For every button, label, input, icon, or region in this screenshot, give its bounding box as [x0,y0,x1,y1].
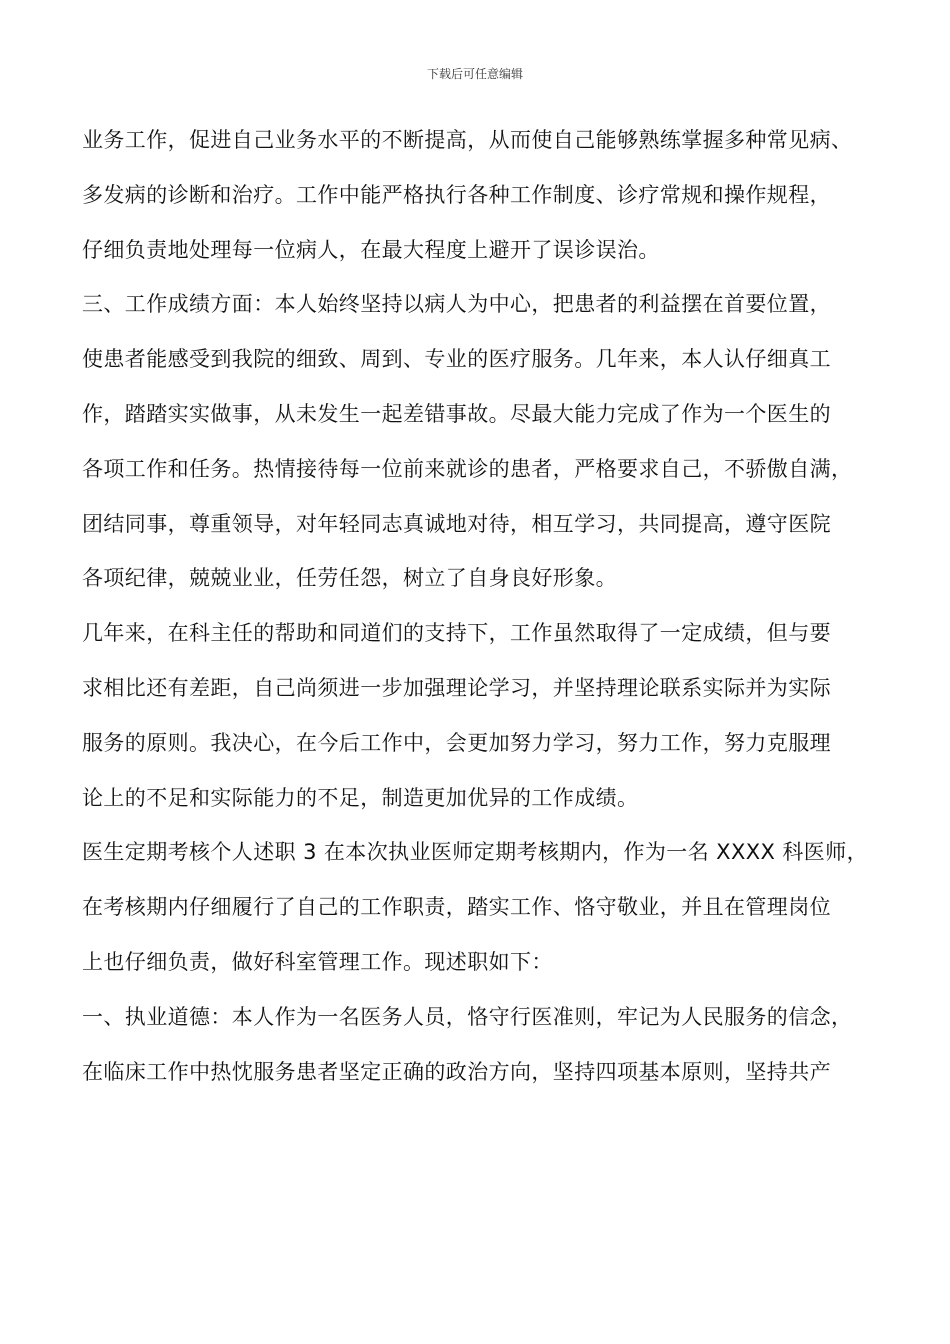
text-line: 求相比还有差距，自己尚须进一步加强理论学习，并坚持理论联系实际并为实际 [82,675,831,700]
text-line: 上也仔细负责，做好科室管理工作。现述职如下： [82,949,553,974]
text-line: 使患者能感受到我院的细致、周到、专业的医疗服务。几年来，本人认仔细真工 [82,347,831,372]
text-line: 作，踏踏实实做事，从未发生一起差错事故。尽最大能力完成了作为一个医生的 [82,401,831,426]
text-line: 几年来，在科主任的帮助和同道们的支持下，工作虽然取得了一定成绩，但与要 [82,621,831,646]
text-line: 在考核期内仔细履行了自己的工作职责，踏实工作、恪守敬业，并且在管理岗位 [82,895,831,920]
text-line: 团结同事，尊重领导，对年轻同志真诚地对待，相互学习，共同提高，遵守医院 [82,511,831,536]
text-line: 医生定期考核个人述职 3 在本次执业医师定期考核期内，作为一名 XXXX 科医师， [82,840,869,865]
text-line: 论上的不足和实际能力的不足，制造更加优异的工作成绩。 [82,785,639,810]
text-line: 服务的原则。我决心，在今后工作中，会更加努力学习，努力工作，努力克服理 [82,730,831,755]
text-line: 各项纪律，兢兢业业，任劳任怨，树立了自身良好形象。 [82,566,617,591]
text-line: 多发病的诊断和治疗。工作中能严格执行各种工作制度、诊疗常规和操作规程， [82,182,831,207]
text-line: 一、执业道德：本人作为一名医务人员，恪守行医准则，牢记为人民服务的信念， [82,1004,853,1029]
text-line: 仔细负责地处理每一位病人，在最大程度上避开了误诊误治。 [82,237,660,262]
text-line: 业务工作，促进自己业务水平的不断提高，从而使自己能够熟练掌握多种常见病、 [82,128,853,152]
text-line: 在临床工作中热忱服务患者坚定正确的政治方向，坚持四项基本原则，坚持共产 [82,1059,831,1084]
text-line: 三、工作成绩方面：本人始终坚持以病人为中心，把患者的利益摆在首要位置， [82,292,831,317]
document-body [82,113,882,1099]
text-line: 各项工作和任务。热情接待每一位前来就诊的患者，严格要求自己，不骄傲自满， [82,456,853,481]
page-header: 下载后可任意编辑 [426,67,523,81]
